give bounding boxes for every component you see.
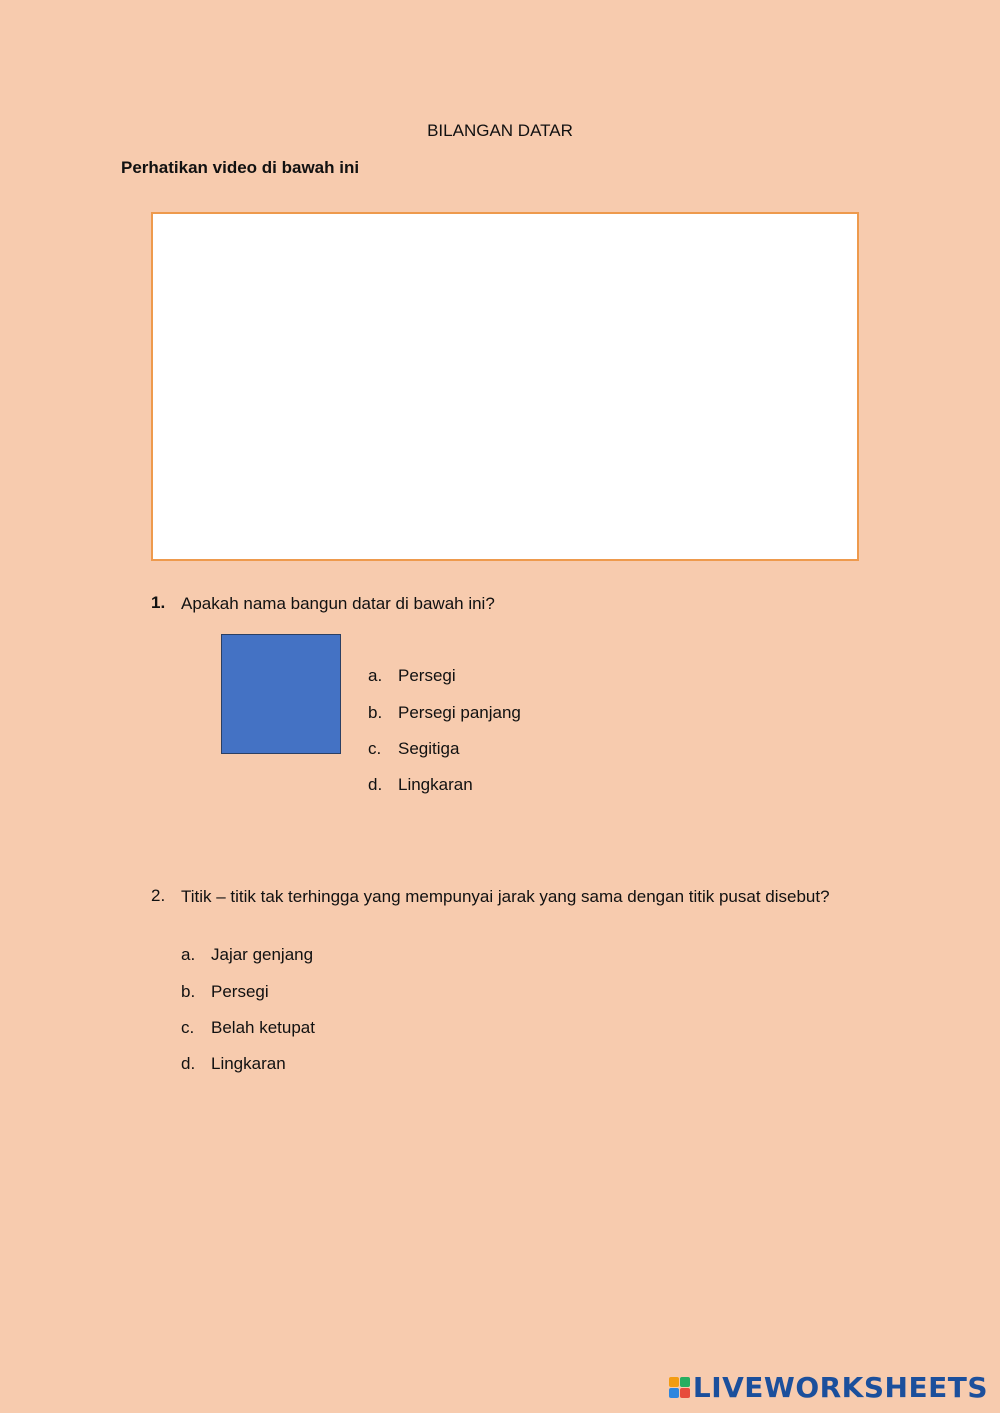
question-1-options	[368, 658, 521, 804]
page-title: BILANGAN DATAR	[427, 121, 573, 140]
liveworksheets-logo	[669, 1371, 988, 1404]
logo-text: LIVEWORKSHEETS	[692, 1371, 988, 1404]
instruction-text: Perhatikan video di bawah ini	[121, 158, 360, 177]
logo-squares-icon	[669, 1377, 690, 1398]
question-2-number: 2.	[151, 886, 166, 905]
question-2-option-a[interactable]: a. Jajar genjang	[181, 945, 314, 965]
question-1-option-d[interactable]: d. Lingkaran	[368, 775, 473, 795]
question-1-option-a[interactable]: a. Persegi	[368, 666, 456, 686]
question-2-options	[181, 937, 315, 1083]
question-2-option-d[interactable]: d. Lingkaran	[181, 1054, 286, 1074]
question-2-option-c[interactable]: c. Belah ketupat	[181, 1017, 315, 1037]
question-2-text: Titik – titik tak terhingga yang mempunyai jarak yang sama dengan titik pusat disebut?	[181, 887, 830, 906]
video-player[interactable]	[151, 212, 859, 561]
question-1-option-b[interactable]: b. Persegi panjang	[368, 702, 521, 722]
question-1-text: Apakah nama bangun datar di bawah ini?	[181, 594, 495, 613]
question-1-option-c[interactable]: c. Segitiga	[368, 738, 460, 758]
question-1-number: 1.	[151, 593, 166, 612]
question-2-option-b[interactable]: b. Persegi	[181, 981, 269, 1001]
square-shape-image	[221, 634, 341, 754]
